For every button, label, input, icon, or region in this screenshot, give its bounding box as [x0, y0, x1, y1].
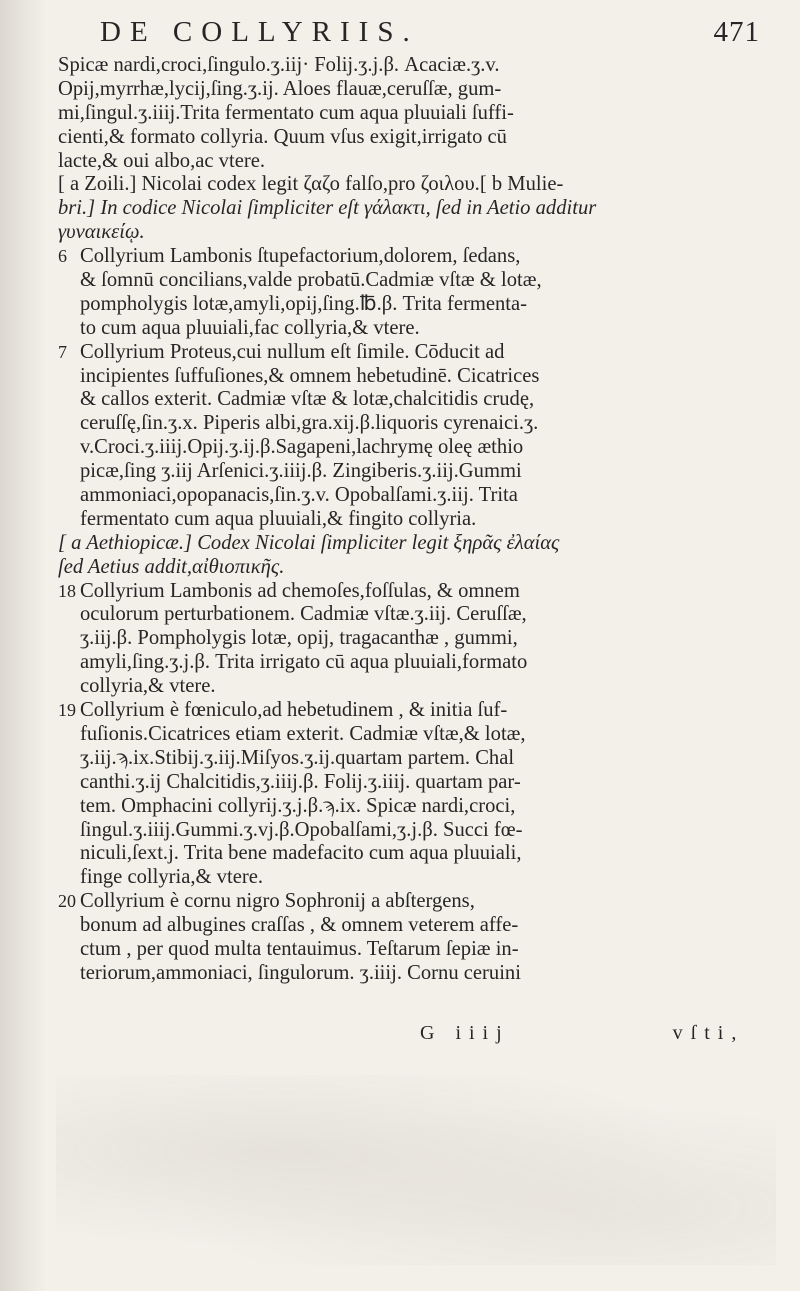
line-text: Collyrium Lambonis ſtupefactorium,dolorem, ſedans, [80, 245, 521, 268]
line-text: v.Croci.ʒ.iiij.Opij.ʒ.ij.β.Sagapeni,lachrymę oleę æthio [80, 436, 524, 459]
signature-mark: G iiij [420, 1022, 510, 1044]
line-text: ʒ.iij.β. Pompholygis lotæ, opij, tragacanthæ , gummi, [80, 627, 518, 650]
line-text: tem. Omphacini collyrij.ʒ.j.β.ϡ.ix. Spicæ nardi,croci, [80, 794, 516, 817]
text-line [58, 293, 778, 317]
text-line [58, 842, 778, 866]
text-line [58, 627, 778, 651]
text-line [58, 102, 778, 126]
line-text: amyli,ſing.ʒ.j.β. Trita irrigato cū aqua pluuiali,formato [80, 651, 528, 674]
text-line [58, 771, 778, 795]
page-footer [420, 1022, 744, 1045]
page-body [58, 54, 778, 986]
line-text: γυναικείῳ. [58, 221, 145, 244]
gutter-shadow [0, 0, 46, 1291]
text-line [58, 173, 778, 197]
text-line [58, 580, 778, 604]
line-text: [ a Aethiopicæ.] Codex Nicolai ſimpliciter legit ξηρᾶς ἐλαίας [58, 531, 560, 554]
text-line [58, 341, 778, 365]
text-line [58, 197, 778, 221]
recipe-number: 6 [58, 246, 67, 267]
text-line [58, 245, 778, 269]
text-line [58, 436, 778, 460]
page-number: 471 [713, 16, 760, 48]
text-line [58, 317, 778, 341]
text-line [58, 150, 778, 174]
line-text: fermentato cum aqua pluuiali,& fingito collyria. [80, 507, 477, 530]
recipe-number: 20 [58, 891, 76, 912]
text-line [58, 651, 778, 675]
text-line [58, 269, 778, 293]
text-line [58, 723, 778, 747]
text-line [58, 556, 778, 580]
line-text: Opij,myrrhæ,lycij,ſing.ʒ.ij. Aloes flauæ,ceruſſæ, gum- [58, 77, 502, 100]
text-line [58, 508, 778, 532]
recipe-number: 7 [58, 341, 67, 362]
line-text: ceruſſę,ſin.ʒ.x. Piperis albi,gra.xij.β.liquoris cyrenaici.ʒ. [80, 412, 539, 435]
line-text: bonum ad albugines craſſas , & omnem veterem affe- [80, 914, 519, 937]
running-head: DE COLLYRIIS. [100, 16, 419, 48]
recipe-number: 18 [58, 580, 76, 601]
text-line [58, 412, 778, 436]
line-text: ſed Aetius addit,αἰθιοπικῆς. [58, 555, 285, 578]
catchword: vſti, [672, 1022, 745, 1044]
text-line [58, 460, 778, 484]
line-text: finge collyria,& vtere. [80, 866, 263, 889]
line-text: niculi,ſext.j. Trita bene madefacito cum aqua pluuiali, [80, 842, 522, 865]
text-line [58, 675, 778, 699]
line-text: fuſionis.Cicatrices etiam exterit. Cadmiæ vſtæ,& lotæ, [80, 722, 526, 745]
text-line [58, 914, 778, 938]
line-text: Collyrium Proteus,cui nullum eſt ſimile. Cōducit ad [80, 340, 505, 363]
line-text: ʒ.iij.ϡ.ix.Stibij.ʒ.iij.Miſyos.ʒ.ij.quartam partem. Chal [80, 746, 515, 769]
text-line [58, 866, 778, 890]
text-line [58, 365, 778, 389]
text-line [58, 603, 778, 627]
line-text: mi,ſingul.ʒ.iiij.Trita fermentato cum aqua pluuiali ſuffi- [58, 101, 514, 124]
text-line [58, 484, 778, 508]
line-text: canthi.ʒ.ij Chalcitidis,ʒ.iiij.β. Folij.ʒ.iiij. quartam par- [80, 770, 521, 793]
line-text: teriorum,ammoniaci, ſingulorum. ʒ.iiij. Cornu ceruini [80, 961, 521, 984]
text-line [58, 78, 778, 102]
text-line [58, 126, 778, 150]
line-text: pompholygis lotæ,amyli,opij,ſing.℔.β. Trita fermenta- [80, 292, 527, 315]
show-through-ink [56, 1075, 776, 1265]
text-line [58, 819, 778, 843]
line-text: ſingul.ʒ.iiij.Gummi.ʒ.vj.β.Opobalſami,ʒ.j.β. Succi fœ- [80, 818, 523, 841]
line-text: incipientes ſuffuſiones,& omnem hebetudinē. Cicatrices [80, 364, 540, 387]
line-text: Collyrium è cornu nigro Sophronij a abſtergens, [80, 890, 475, 913]
text-line [58, 795, 778, 819]
line-text: lacte,& oui albo,ac vtere. [58, 149, 265, 172]
line-text: [ a Zoili.] Nicolai codex legit ζαζο falſo,pro ζοιλου.[ b Mulie- [58, 173, 564, 196]
line-text: collyria,& vtere. [80, 675, 216, 698]
text-line [58, 747, 778, 771]
line-text: Collyrium Lambonis ad chemoſes,foſſulas, & omnem [80, 579, 520, 602]
text-line [58, 388, 778, 412]
page-header [100, 14, 760, 54]
line-text: Collyrium è fœniculo,ad hebetudinem , & initia ſuf- [80, 699, 508, 722]
text-line [58, 962, 778, 986]
text-line [58, 54, 778, 78]
line-text: to cum aqua pluuiali,fac collyria,& vtere. [80, 316, 420, 339]
line-text: cienti,& formato collyria. Quum vſus exigit,irrigato cū [58, 125, 507, 148]
line-text: bri.] In codice Nicolai ſimpliciter eſt γάλακτι, ſed in Aetio additur [58, 197, 597, 220]
line-text: ctum , per quod multa tentauimus. Teſtarum ſepiæ in- [80, 937, 519, 960]
text-line [58, 938, 778, 962]
line-text: ammoniaci,opopanacis,ſin.ʒ.v. Opobalſami.ʒ.iij. Trita [80, 484, 518, 507]
text-line [58, 221, 778, 245]
line-text: oculorum perturbationem. Cadmiæ vſtæ.ʒ.iij. Ceruſſæ, [80, 603, 527, 626]
recipe-number: 19 [58, 700, 76, 721]
text-line [58, 890, 778, 914]
line-text: & callos exterit. Cadmiæ vſtæ & lotæ,chalcitidis crudę, [80, 388, 535, 411]
line-text: & ſomnū concilians,valde probatū.Cadmiæ vſtæ & lotæ, [80, 269, 542, 292]
line-text: Spicæ nardi,croci,ſingulo.ʒ.iij· Folij.ʒ.j.β. Acaciæ.ʒ.v. [58, 54, 500, 76]
text-line [58, 532, 778, 556]
text-line [58, 699, 778, 723]
line-text: picæ,ſing ʒ.iij Arſenici.ʒ.iiij.β. Zingiberis.ʒ.iij.Gummi [80, 460, 522, 483]
